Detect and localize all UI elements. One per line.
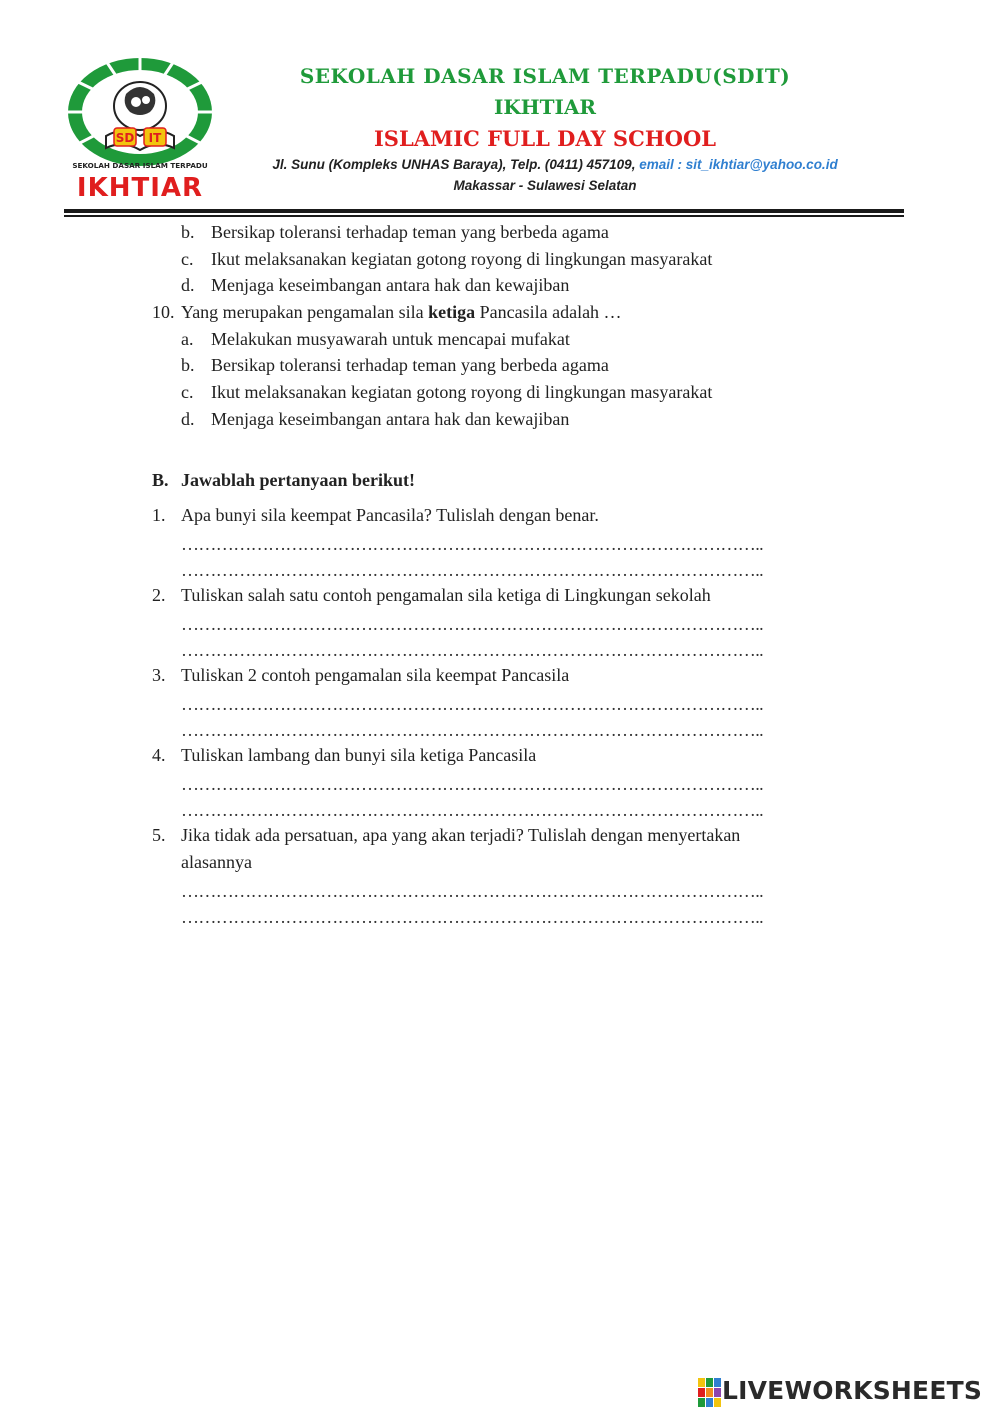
option-text: Menjaga keseimbangan antara hak dan kewajiban [211,409,570,429]
question-number: 5. [152,825,166,845]
option-label: a. [181,329,194,349]
svg-text:SEKOLAH DASAR ISLAM TERPADU: SEKOLAH DASAR ISLAM TERPADU [72,161,208,170]
header-divider-thin [64,215,904,217]
option-label: c. [181,249,194,269]
question-number: 3. [152,665,166,685]
q10-text-before: Yang merupakan pengamalan sila [181,302,429,322]
school-short-name: IKHTIAR [493,95,596,119]
answer-line[interactable]: ……………………………………………………………………………………….. [181,694,764,714]
address-text: Jl. Sunu (Kompleks UNHAS Baraya), Telp. (0411) 457109, [272,157,636,172]
answer-line[interactable]: ……………………………………………………………………………………….. [181,640,764,660]
section-b-letter: B. [152,470,169,490]
school-logo [66,50,214,202]
option-text: Ikut melaksanakan kegiatan gotong royong di lingkungan masyarakat [211,249,713,269]
q10-text-bold: ketiga [428,302,476,322]
school-city: Makassar - Sulawesi Selatan [453,178,637,193]
question-number: 10. [152,302,175,322]
option-label: b. [181,222,195,242]
option-label: b. [181,355,195,375]
answer-line[interactable]: ……………………………………………………………………………………….. [181,534,764,554]
school-address [230,157,880,172]
option-text: Bersikap toleransi terhadap teman yang berbeda agama [211,355,609,375]
answer-line[interactable]: ……………………………………………………………………………………….. [181,720,764,740]
svg-text:SD: SD [115,131,135,145]
question-number: 2. [152,585,166,605]
option-text: Menjaga keseimbangan antara hak dan kewajiban [211,275,570,295]
answer-line[interactable]: ……………………………………………………………………………………….. [181,774,764,794]
answer-line[interactable]: ……………………………………………………………………………………….. [181,800,764,820]
option-text: Melakukan musyawarah untuk mencapai mufakat [211,329,570,349]
option-text: Bersikap toleransi terhadap teman yang berbeda agama [211,222,609,242]
liveworksheets-brand[interactable]: LIVEWORKSHEETS [722,1376,983,1405]
question-text: Tuliskan lambang dan bunyi sila ketiga Pancasila [181,745,537,765]
header-divider-thick [64,209,904,213]
answer-line[interactable]: ……………………………………………………………………………………….. [181,560,764,580]
section-b-title: Jawablah pertanyaan berikut! [181,470,416,490]
question-number: 4. [152,745,166,765]
school-name: SEKOLAH DASAR ISLAM TERPADU(SDIT) [299,64,791,88]
option-label: d. [181,409,195,429]
svg-text:IKHTIAR: IKHTIAR [76,173,204,202]
question-text-continued: alasannya [181,852,252,872]
question-text: Tuliskan 2 contoh pengamalan sila keempat Pancasila [181,665,570,685]
option-text: Ikut melaksanakan kegiatan gotong royong di lingkungan masyarakat [211,382,713,402]
answer-line[interactable]: ……………………………………………………………………………………….. [181,881,764,901]
option-label: c. [181,382,194,402]
svg-text:IT: IT [148,131,162,145]
question-number: 1. [152,505,166,525]
answer-line[interactable]: ……………………………………………………………………………………….. [181,614,764,634]
email-text: email : sit_ikhtiar@yahoo.co.id [639,157,838,172]
liveworksheets-logo-icon [698,1378,722,1410]
question-10-text [181,301,622,323]
answer-line[interactable]: ……………………………………………………………………………………….. [181,907,764,927]
question-text: Jika tidak ada persatuan, apa yang akan terjadi? Tulislah dengan menyertakan [181,825,741,845]
option-label: d. [181,275,195,295]
question-text: Tuliskan salah satu contoh pengamalan sila ketiga di Lingkungan sekolah [181,585,711,605]
program-name: ISLAMIC FULL DAY SCHOOL [373,126,717,151]
question-text: Apa bunyi sila keempat Pancasila? Tulislah dengan benar. [181,505,599,525]
q10-text-after: Pancasila adalah … [475,302,622,322]
